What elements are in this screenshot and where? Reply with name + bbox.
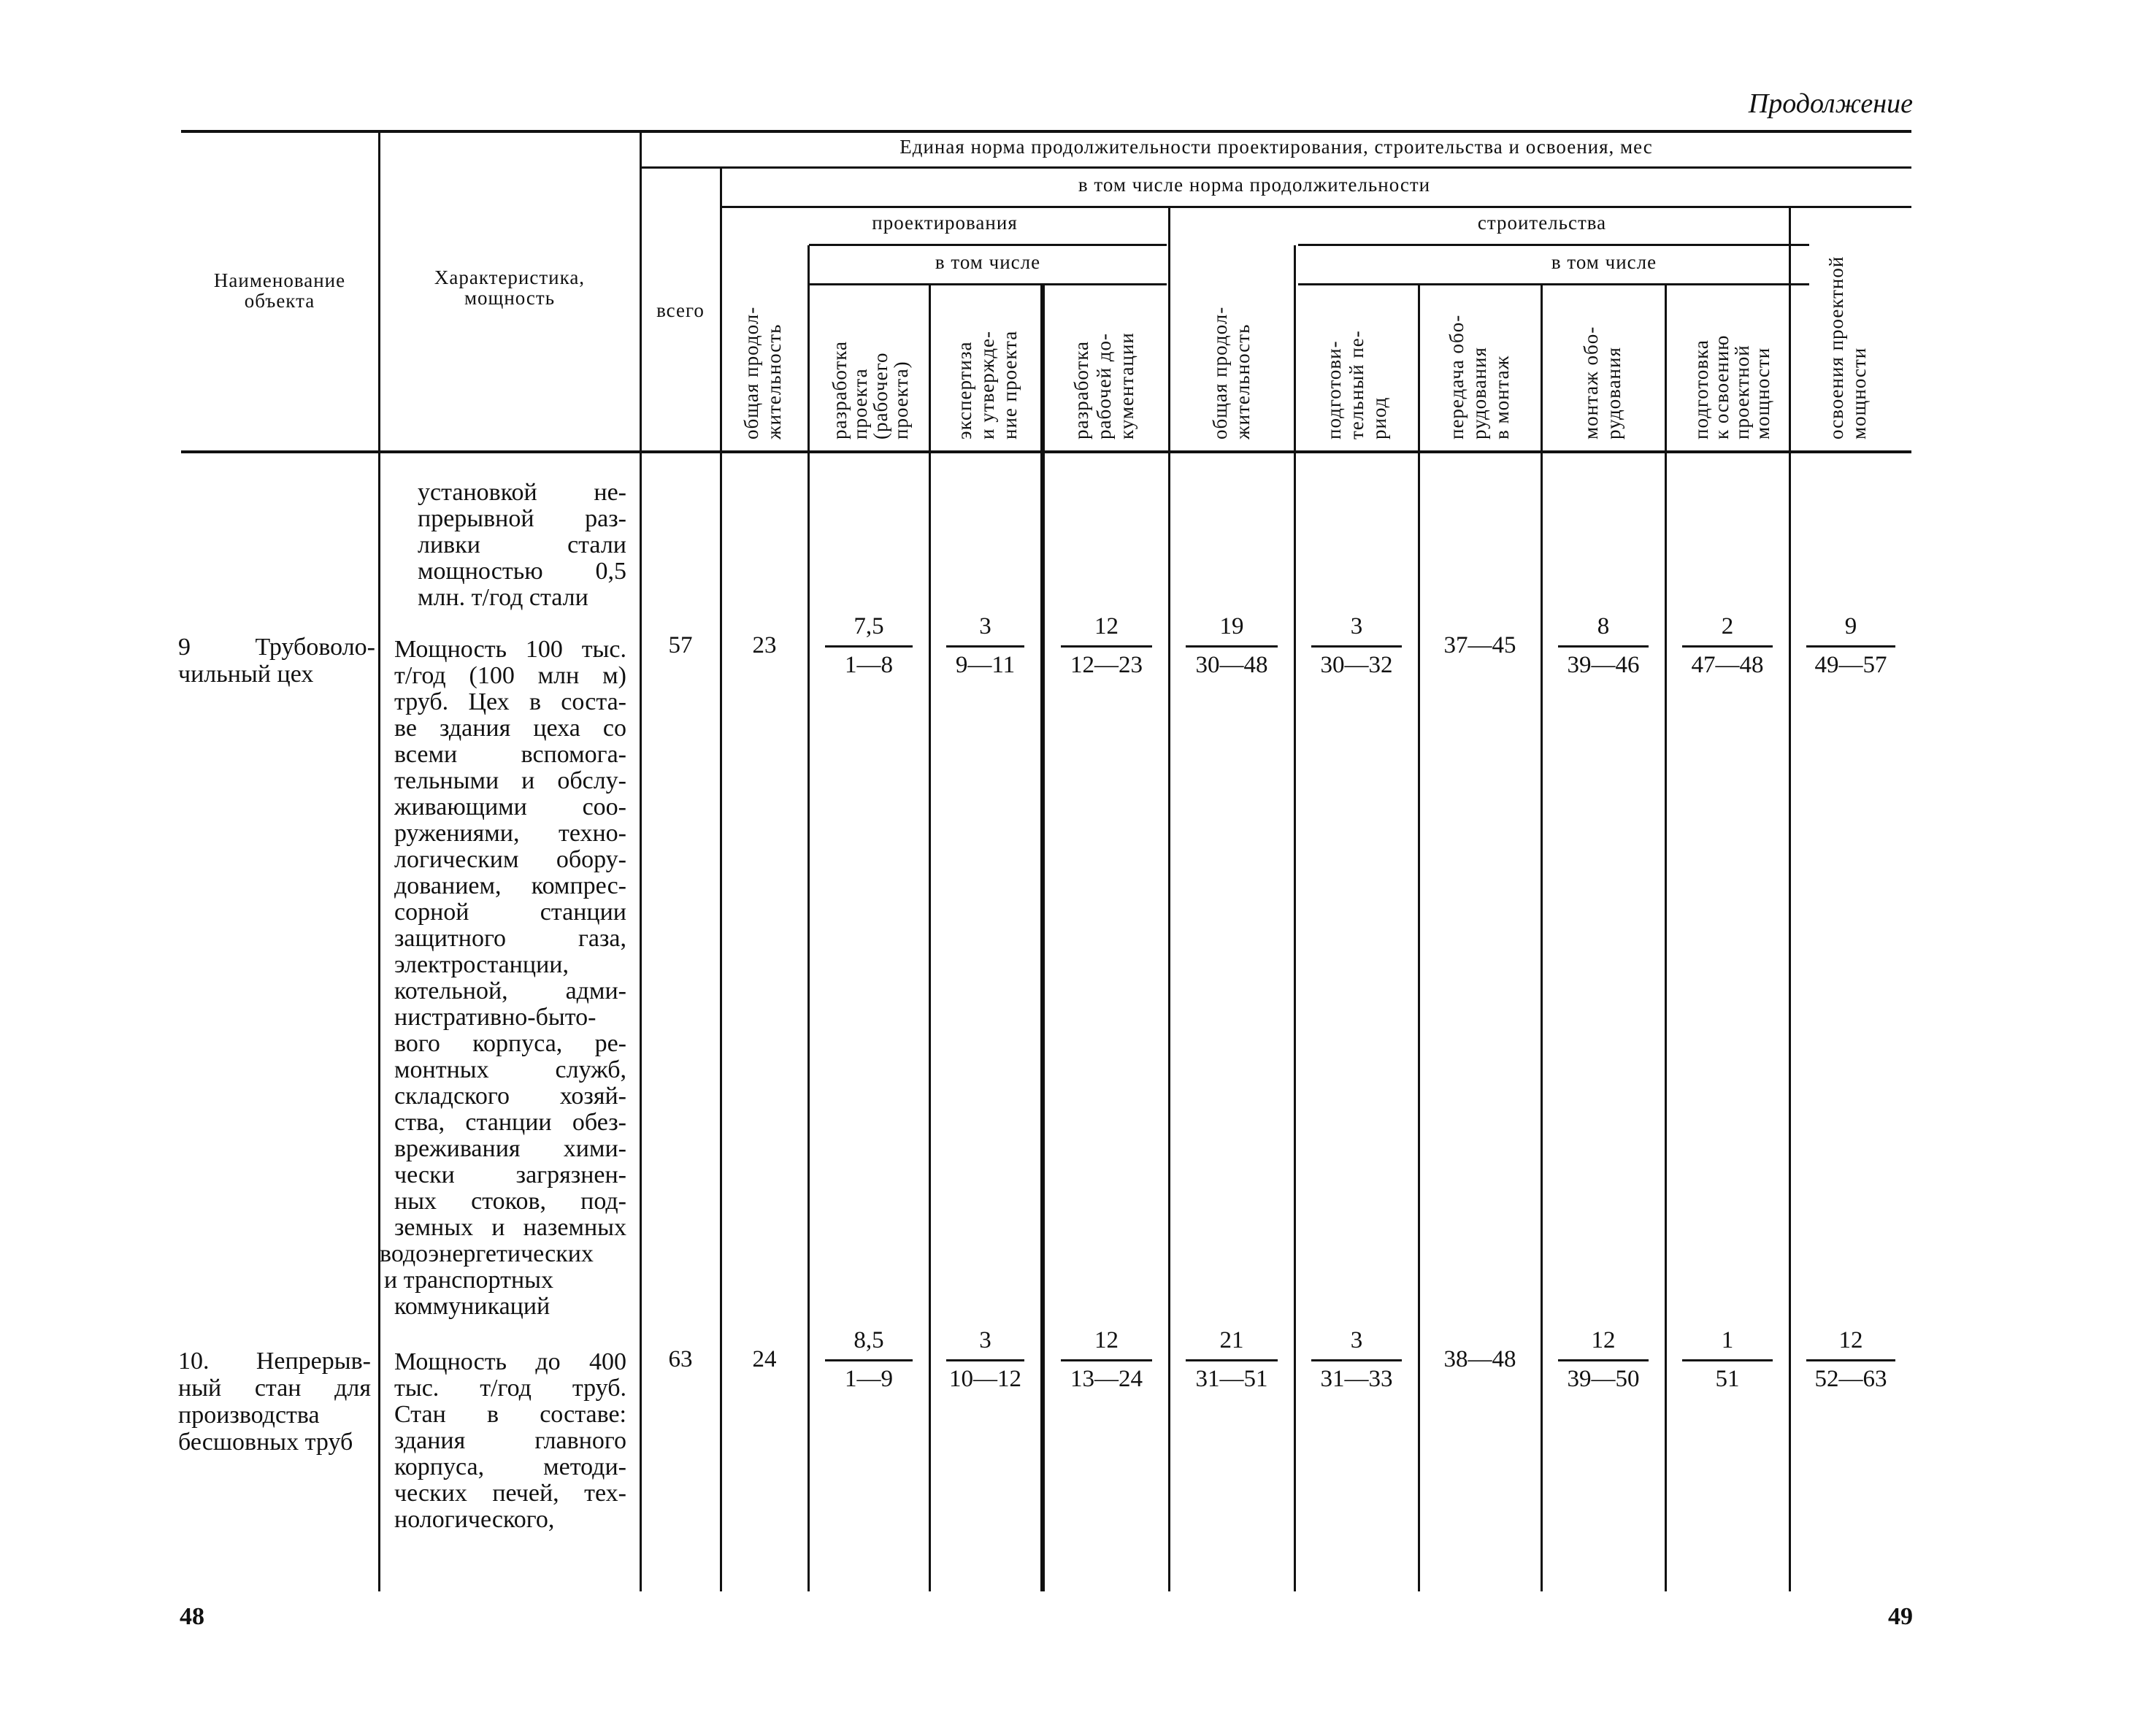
vh-m-2: мощности <box>1848 347 1870 439</box>
vline-6 <box>1040 283 1045 1591</box>
vh-dr-3: ние проекта <box>999 330 1021 439</box>
vline-9 <box>1418 283 1420 1591</box>
row9-char-line: труб. Цех в соста- <box>394 688 626 715</box>
rule-header-bottom <box>181 450 1911 453</box>
vh-dd-3: (рабочего <box>870 352 891 439</box>
vh-cp-3: риод <box>1368 396 1390 439</box>
header-characteristic-line1: Характеристика, <box>434 266 586 288</box>
row9-total: 57 <box>668 632 693 658</box>
vh-dd-1: разработка <box>829 340 851 439</box>
row9-constr-prep-bar <box>1311 645 1402 648</box>
row9-constr-install-bar <box>1558 645 1649 648</box>
row10-design-docs-num: 12 <box>1094 1327 1119 1353</box>
row10-mastering <box>1790 1326 1911 1394</box>
row9-design-dev-den: 1—8 <box>845 652 893 678</box>
row9-design-review <box>930 612 1040 680</box>
vheader-constr-install <box>1580 292 1625 439</box>
row9-design-review-bar <box>946 645 1024 648</box>
row9-design-review-den: 9—11 <box>955 652 1016 678</box>
row9-design-review-num: 3 <box>979 613 991 639</box>
row9-constr-transfer: 37—45 <box>1443 632 1516 658</box>
row9-char-line: нистративно-быто- <box>394 1004 596 1031</box>
vh-cr-3: проектной <box>1731 345 1753 439</box>
row9-constr-ready-num: 2 <box>1721 613 1734 639</box>
vh-dc-1: разработка <box>1070 340 1092 439</box>
row9-char-line: ружениями, техно- <box>394 820 626 847</box>
row9-char-line: тельными и обслу- <box>394 767 626 794</box>
row10-char-line: Мощность до 400 <box>394 1348 626 1375</box>
row10-design-review <box>930 1326 1040 1394</box>
row10-name-2: ный стан для <box>178 1375 371 1402</box>
header-name-line2: объекта <box>244 290 315 312</box>
row10-constr-total <box>1170 1326 1294 1394</box>
vh-dr-2: и утвержде- <box>976 331 998 439</box>
header-characteristic <box>380 267 640 308</box>
row10-char-line: здания главного <box>394 1427 626 1454</box>
header-total: всего <box>656 299 705 321</box>
row9-name-1: 9 Трубоволо- <box>178 634 375 661</box>
vline-11 <box>1665 283 1667 1591</box>
row10-design-review-bar <box>946 1359 1024 1361</box>
vheader-constr-ready <box>1691 292 1773 439</box>
row10-design-review-den: 10—12 <box>949 1366 1021 1392</box>
vheader-design-docs <box>1070 292 1138 439</box>
row9-char-line: вреживания хими- <box>394 1135 626 1162</box>
row9-char-line: защитного газа, <box>394 925 626 952</box>
header-characteristic-line2: мощность <box>464 287 556 309</box>
row10-design-docs <box>1045 1326 1168 1394</box>
row9-design-dev-bar <box>825 645 913 648</box>
row10-name <box>178 1348 371 1456</box>
row9-mastering-den: 49—57 <box>1814 652 1887 678</box>
row9-char-line: вого корпуса, ре- <box>394 1030 626 1057</box>
row10-char-line: нологического, <box>394 1506 555 1533</box>
row9-constr-prep-num: 3 <box>1350 613 1363 639</box>
vh-cp-1: подготови- <box>1323 340 1345 439</box>
row9-char-line: ства, станции обез- <box>394 1109 626 1136</box>
row9-char-line: водоэнергетических <box>380 1240 594 1267</box>
prev-line: прерывной раз- <box>418 505 626 532</box>
row9-design-docs-num: 12 <box>1094 613 1119 639</box>
row10-design-total: 24 <box>752 1346 777 1372</box>
row9-char-line: коммуникаций <box>394 1293 550 1320</box>
row9-design-docs-bar <box>1061 645 1152 648</box>
row9-constr-install-den: 39—46 <box>1567 652 1640 678</box>
row9-char-line: живающими соо- <box>394 794 626 821</box>
rule-design-inner <box>809 283 1167 285</box>
row10-constr-prep-den: 31—33 <box>1320 1366 1393 1392</box>
row10-constr-install-bar <box>1558 1359 1649 1361</box>
header-name-line1: Наименование <box>213 269 346 291</box>
row9-mastering <box>1790 612 1911 680</box>
row9-char-line: монтных служб, <box>394 1056 626 1083</box>
vline-1 <box>378 131 380 1591</box>
vh-ci-1: монтаж обо- <box>1580 326 1602 439</box>
vheader-design-dev <box>829 292 911 439</box>
row10-design-dev-den: 1—9 <box>845 1366 893 1392</box>
row10-constr-prep <box>1295 1326 1418 1394</box>
vheader-design-total <box>740 248 786 439</box>
row9-design-docs <box>1045 612 1168 680</box>
row10-design-dev-num: 8,5 <box>853 1327 884 1353</box>
row9-name-2: чильный цех <box>178 661 314 688</box>
vh-dd-2: проекта <box>849 368 871 439</box>
rule-top <box>181 130 1911 133</box>
row9-constr-ready-bar <box>1682 645 1773 648</box>
row10-total: 63 <box>668 1346 693 1372</box>
row9-constr-ready <box>1666 612 1789 680</box>
vheader-constr-total <box>1209 248 1254 439</box>
rule-constr-sub <box>1298 244 1809 246</box>
vheader-constr-transfer <box>1446 292 1514 439</box>
vh-cr-1: подготовка <box>1690 339 1712 439</box>
row10-constr-transfer: 38—48 <box>1443 1346 1516 1372</box>
row10-design-docs-den: 13—24 <box>1070 1366 1143 1392</box>
vline-5 <box>929 283 931 1591</box>
row9-char-line: электростанции, <box>394 951 569 978</box>
row10-name-1: 10. Непрерыв- <box>178 1348 371 1375</box>
row9-constr-total <box>1170 612 1294 680</box>
prev-line: мощностью 0,5 <box>418 558 626 585</box>
row10-char-line: тыс. т/год труб. <box>394 1375 626 1402</box>
row9-char-line: дованием, компрес- <box>394 872 626 899</box>
row9-constr-install-num: 8 <box>1597 613 1610 639</box>
header-unified-norm: Единая норма продолжительности проектирования, строительства и освоения, мес <box>899 136 1653 158</box>
row9-char-line: ве здания цеха со <box>394 715 626 742</box>
vh-ct-2: жительность <box>1232 323 1254 439</box>
row10-char-line: корпуса, методи- <box>394 1453 626 1480</box>
vh-dr-1: экспертиза <box>954 341 975 439</box>
row9-mastering-bar <box>1806 645 1895 648</box>
row10-mastering-bar <box>1806 1359 1895 1361</box>
row9-mastering-num: 9 <box>1844 613 1857 639</box>
rule-including <box>721 206 1911 208</box>
header-name <box>181 270 378 311</box>
vh-dd-4: проекта) <box>890 361 912 439</box>
vheader-mastering <box>1825 219 1871 439</box>
vh-ctr-1: передача обо- <box>1446 314 1468 439</box>
vh-ctr-3: в монтаж <box>1491 355 1513 439</box>
vh-cr-2: к освоению <box>1711 334 1733 439</box>
row10-constr-install-den: 39—50 <box>1567 1366 1640 1392</box>
row9-constr-prep-den: 30—32 <box>1320 652 1393 678</box>
row9-design-dev-num: 7,5 <box>853 613 884 639</box>
row9-char-line: земных и наземных <box>394 1214 626 1241</box>
row10-design-review-num: 3 <box>979 1327 991 1353</box>
prev-line: млн. т/год стали <box>418 584 588 611</box>
row10-constr-prep-num: 3 <box>1350 1327 1363 1353</box>
vh-cr-4: мощности <box>1752 347 1773 439</box>
page-number-left: 48 <box>180 1603 204 1630</box>
vline-3 <box>720 168 722 1591</box>
row9-design-dev <box>809 612 929 680</box>
row9-char-line: логическим обору- <box>394 846 626 873</box>
row9-char-line: т/год (100 млн м) <box>394 662 626 689</box>
row10-constr-ready <box>1666 1326 1789 1394</box>
vh-dt-1: общая продол- <box>740 306 762 439</box>
row10-constr-ready-den: 51 <box>1715 1366 1740 1392</box>
vheader-constr-prep <box>1323 292 1391 439</box>
row9-design-docs-den: 12—23 <box>1070 652 1143 678</box>
header-including-construction: в том числе <box>1551 251 1657 273</box>
row10-design-docs-bar <box>1061 1359 1152 1361</box>
header-including-design: в том числе <box>935 251 1041 273</box>
row10-constr-install <box>1542 1326 1665 1394</box>
row10-constr-ready-bar <box>1682 1359 1773 1361</box>
row9-char-line: складского хозяй- <box>394 1083 626 1110</box>
row9-design-total: 23 <box>752 632 777 658</box>
row9-char-line: Мощность 100 тыс. <box>394 636 626 663</box>
row9-constr-total-num: 19 <box>1219 613 1244 639</box>
row10-design-dev-bar <box>825 1359 913 1361</box>
row9-char-line: и транспортных <box>384 1267 553 1294</box>
row9-constr-total-den: 30—48 <box>1195 652 1268 678</box>
vh-ctr-2: рудования <box>1468 347 1490 439</box>
vh-ct-1: общая продол- <box>1209 306 1231 439</box>
row10-char-line: Стан в составе: <box>394 1401 626 1428</box>
prev-line: ливки стали <box>418 531 626 558</box>
header-including-norm: в том числе норма продолжительности <box>1078 174 1431 196</box>
vh-ci-2: рудования <box>1603 347 1624 439</box>
rule-norm <box>641 166 1911 169</box>
vh-dc-2: рабочей до- <box>1093 332 1115 439</box>
row9-char-line: котельной, адми- <box>394 977 626 1004</box>
row10-mastering-num: 12 <box>1838 1327 1863 1353</box>
header-design: проектирования <box>872 212 1018 234</box>
row10-constr-ready-num: 1 <box>1721 1327 1734 1353</box>
row9-constr-ready-den: 47—48 <box>1691 652 1764 678</box>
row10-constr-total-num: 21 <box>1219 1327 1244 1353</box>
row9-char-line: сорной станции <box>394 899 626 926</box>
row10-constr-install-num: 12 <box>1591 1327 1616 1353</box>
row10-constr-total-bar <box>1186 1359 1278 1361</box>
vh-m-1: освоения проектной <box>1825 256 1847 439</box>
header-construction: строительства <box>1477 212 1607 234</box>
row10-constr-total-den: 31—51 <box>1195 1366 1268 1392</box>
row9-constr-prep <box>1295 612 1418 680</box>
rule-constr-inner <box>1298 283 1809 285</box>
row10-design-dev <box>809 1326 929 1394</box>
row10-constr-prep-bar <box>1311 1359 1402 1361</box>
vh-dt-2: жительность <box>763 323 785 439</box>
row10-char-line: ческих печей, тех- <box>394 1480 626 1507</box>
vline-10 <box>1541 283 1543 1591</box>
rule-design-sub <box>809 244 1167 246</box>
page-number-right: 49 <box>1888 1603 1913 1630</box>
row10-mastering-den: 52—63 <box>1814 1366 1887 1392</box>
row10-name-3: производства <box>178 1402 320 1429</box>
row9-constr-install <box>1542 612 1665 680</box>
row10-name-4: бесшовных труб <box>178 1429 353 1456</box>
vh-cp-2: тельный пе- <box>1346 330 1367 439</box>
vheader-design-review <box>954 292 1021 439</box>
prev-line: установкой не- <box>418 479 626 506</box>
row9-char-line: чески загрязнен- <box>394 1161 626 1188</box>
row9-char-line: ных стоков, под- <box>394 1188 626 1215</box>
continuation-label: Продолжение <box>1748 88 1913 119</box>
row9-char-line: всеми вспомога- <box>394 741 626 768</box>
vh-dc-3: кументации <box>1116 332 1138 439</box>
row9-constr-total-bar <box>1186 645 1278 648</box>
row9-name <box>178 634 375 688</box>
